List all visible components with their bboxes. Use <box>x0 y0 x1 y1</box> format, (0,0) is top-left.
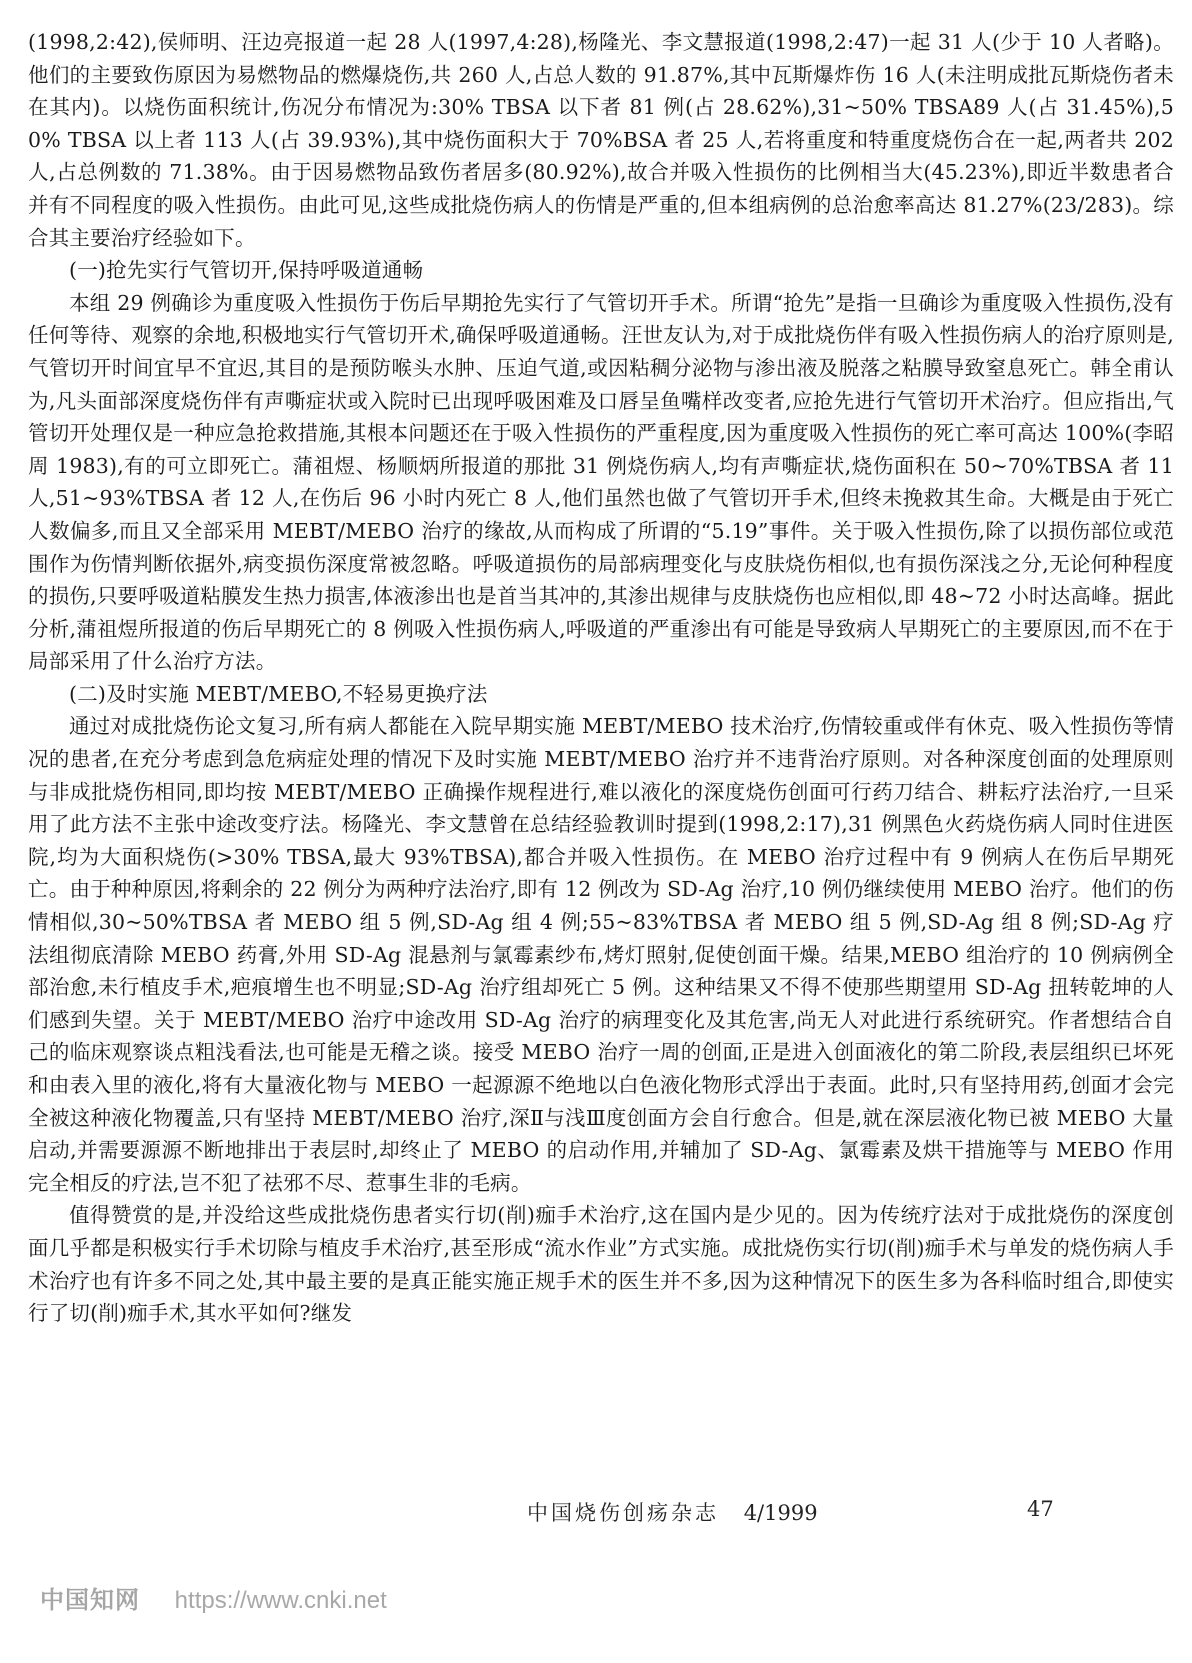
watermark-brand: 中国知网 <box>40 1587 140 1614</box>
paragraph-surgery: 值得赞赏的是,并没给这些成批烧伤患者实行切(削)痂手术治疗,这在国内是少见的。因为传统疗法对于成批烧伤的深度创面几乎都是积极实行手术切除与植皮手术治疗,甚至形成“流水作业”方式实施。成批烧伤实行切(削)痂手术与单发的烧伤病人手术治疗也有许多不同之处,其中最主要的是真正能实施正规手术的医生并不多,因为这种情况下的医生多为各科临时组合,即使实行了切(削)痂手术,其水平如何?继发 <box>28 1203 1174 1326</box>
paragraph-statistics: (1998,2:42),侯师明、汪边亮报道一起 28 人(1997,4:28),杨隆光、李文慧报道(1998,2:47)一起 31 人(少于 10 人者略)。他们的主要致伤原因为易燃物品的燃爆烧伤,共 260 人,占总人数的 91.87%,其中瓦斯爆炸伤 16 人(未注明成批瓦斯烧伤者未在其内)。以烧伤面积统计,伤况分布情况为:30% TBSA 以下者 81 例(占 28.62%),31~50% TBSA89 人(占 31.45%),50% TBSA 以上者 113 人(占 39.93%),其中烧伤面积大于 70%BSA 者 25 人,若将重度和特重度烧伤合在一起,两者共 202 人,占总例数的 71.38%。由于因易燃物品致伤者居多(80.92%),故合并吸入性损伤的比例相当大(45.23%),即近半数患者合并有不同程度的吸入性损伤。由此可见,这些成批烧伤病人的伤情是严重的,但本组病例的总治愈率高达 81.27%(23/283)。综合其主要治疗经验如下。 <box>28 30 1174 250</box>
section-heading-2: (二)及时实施 MEBT/MEBO,不轻易更换疗法 <box>69 681 488 706</box>
paragraph-mebt-mebo: 通过对成批烧伤论文复习,所有病人都能在入院早期实施 MEBT/MEBO 技术治疗,伤情较重或伴有休克、吸入性损伤等情况的患者,在充分考虑到急危病症处理的情况下及时实施 MEBT/MEBO 治疗并不违背治疗原则。对各种深度创面的处理原则与非成批烧伤相同,即均按 MEBT/MEBO 正确操作规程进行,难以液化的深度烧伤创面可行药刀结合、耕耘疗法治疗,一旦采用了此方法不主张中途改变疗法。杨隆光、李文慧曾在总结经验教训时提到(1998,2:17),31 例黑色火药烧伤病人同时住进医院,均为大面积烧伤(>30% TBSA,最大 93%TBSA),都合并吸入性损伤。在 MEBO 治疗过程中有 9 例病人在伤后早期死亡。由于种种原因,将剩余的 22 例分为两种疗法治疗,即有 12 例改为 SD-Ag 治疗,10 例仍继续使用 MEBO 治疗。他们的伤情相似,30~50%TBSA 者 MEBO 组 5 例,SD-Ag 组 4 例;55~83%TBSA 者 MEBO 组 5 例,SD-Ag 组 8 例;SD-Ag 疗法组彻底清除 MEBO 药膏,外用 SD-Ag 混悬剂与氯霉素纱布,烤灯照射,促使创面干燥。结果,MEBO 组治疗的 10 例病例全部治愈,未行植皮手术,疤痕增生也不明显;SD-Ag 治疗组却死亡 5 例。这种结果又不得不使那些期望用 SD-Ag 扭转乾坤的人们感到失望。关于 MEBT/MEBO 治疗中途改用 SD-Ag 治疗的病理变化及其危害,尚无人对此进行系统研究。作者想结合自己的临床观察谈点粗浅看法,也可能是无稽之谈。接受 MEBO 治疗一周的创面,正是进入创面液化的第二阶段,表层组织已坏死和由表入里的液化,将有大量液化物与 MEBO 一起源源不绝地以白色液化物形式浮出于表面。此时,只有坚持用药,创面才会完全被这种液化物覆盖,只有坚持 MEBT/MEBO 治疗,深Ⅱ与浅Ⅲ度创面方会自行愈合。但是,就在深层液化物已被 MEBO 大量启动,并需要源源不断地排出于表层时,却终止了 MEBO 的启动作用,并辅加了 SD-Ag、氯霉素及烘干措施等与 MEBO 作用完全相反的疗法,岂不犯了祛邪不尽、惹事生非的毛病。 <box>28 714 1174 1195</box>
cnki-watermark <box>40 1580 387 1615</box>
paragraph-tracheotomy: 本组 29 例确诊为重度吸入性损伤于伤后早期抢先实行了气管切开手术。所谓“抢先”是指一旦确诊为重度吸入性损伤,没有任何等待、观察的余地,积极地实行气管切开术,确保呼吸道通畅。汪世友认为,对于成批烧伤伴有吸入性损伤病人的治疗原则是,气管切开时间宜早不宜迟,其目的是预防喉头水肿、压迫气道,或因粘稠分泌物与渗出液及脱落之粘膜导致窒息死亡。韩全甫认为,凡头面部深度烧伤伴有声嘶症状或入院时已出现呼吸困难及口唇呈鱼嘴样改变者,应抢先进行气管切开术治疗。但应指出,气管切开处理仅是一种应急抢救措施,其根本问题还在于吸入性损伤的严重程度,因为重度吸入性损伤的死亡率可高达 100%(李昭周 1983),有的可立即死亡。蒲祖煜、杨顺炳所报道的那批 31 例烧伤病人,均有声嘶症状,烧伤面积在 50~70%TBSA 者 11 人,51~93%TBSA 者 12 人,在伤后 96 小时内死亡 8 人,他们虽然也做了气管切开手术,但终未挽救其生命。大概是由于死亡人数偏多,而且又全部采用 MEBT/MEBO 治疗的缘故,从而构成了所谓的“5.19”事件。关于吸入性损伤,除了以损伤部位或范围作为伤情判断依据外,病变损伤深度常被忽略。呼吸道损伤的局部病理变化与皮肤烧伤相似,也有损伤深浅之分,无论何种程度的损伤,只要呼吸道粘膜发生热力损害,体液渗出也是首当其冲的,其渗出规律与皮肤烧伤也应相似,即 48~72 小时达高峰。据此分析,蒲祖煜所报道的伤后早期死亡的 8 例吸入性损伤病人,呼吸道的严重渗出有可能是导致病人早期死亡的主要原因,而不在于局部采用了什么治疗方法。 <box>28 290 1174 674</box>
section-heading-1: (一)抢先实行气管切开,保持呼吸道通畅 <box>69 258 424 283</box>
article-body <box>28 26 1174 1330</box>
page-number: 47 <box>1027 1497 1054 1521</box>
journal-issue: 4/1999 <box>743 1501 818 1525</box>
page-footer <box>527 1497 1054 1527</box>
journal-name: 中国烧伤创疡杂志 <box>527 1501 719 1525</box>
watermark-url: https://www.cnki.net <box>174 1587 387 1614</box>
